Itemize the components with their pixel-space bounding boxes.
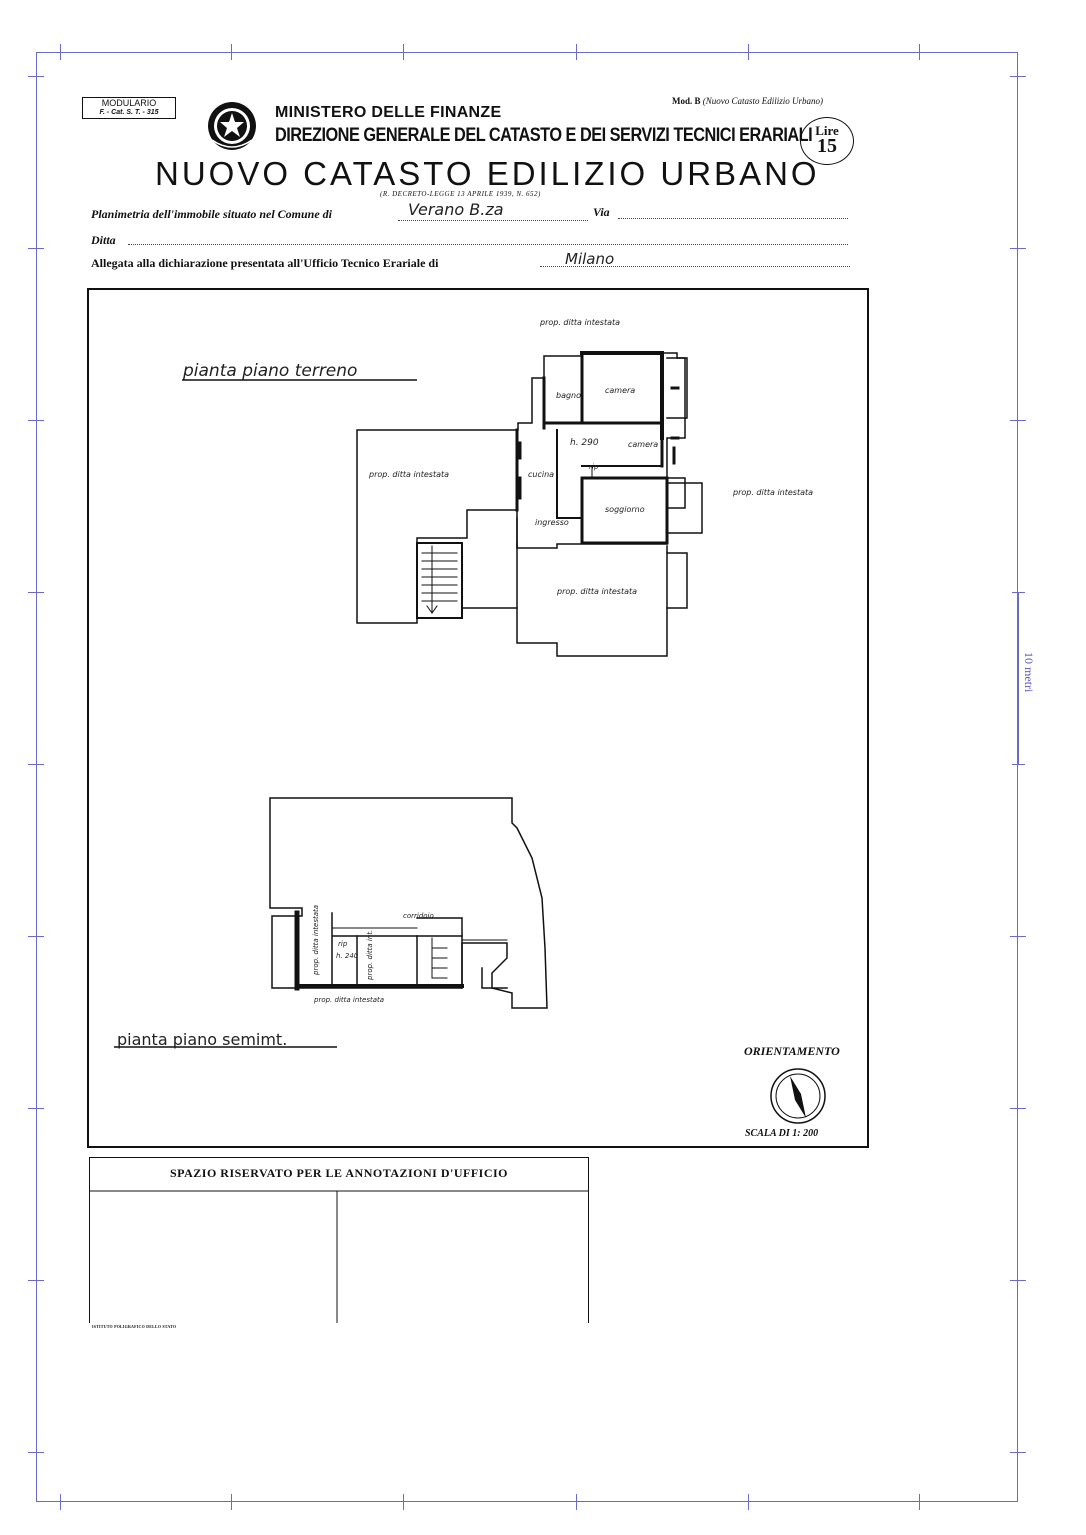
room-label: prop. ditta intestata: [540, 318, 621, 327]
frame-tick: [28, 936, 44, 937]
frame-tick: [60, 44, 61, 60]
mod-b-note: (Nuovo Catasto Edilizio Urbano): [702, 96, 824, 106]
frame-tick: [919, 44, 920, 60]
printer-imprint: ISTITUTO POLIGRAFICO DELLO STATO: [92, 1324, 177, 1329]
ufficio-value: Milano: [565, 250, 615, 268]
room-label: rip: [338, 940, 348, 948]
comune-dots: [398, 220, 588, 221]
lire-label: Lire: [815, 123, 839, 138]
frame-tick: [28, 76, 44, 77]
frame-tick: [28, 1108, 44, 1109]
scale-bar: [1018, 592, 1019, 764]
frame-tick: [1010, 248, 1026, 249]
frame-tick: [1010, 420, 1026, 421]
frame-tick: [28, 1452, 44, 1453]
room-label: ingresso: [535, 518, 569, 527]
frame-tick: [231, 1494, 232, 1510]
lire-value: 15: [817, 135, 837, 157]
mod-b-label: [672, 96, 823, 106]
room-label: prop. ditta intestata: [369, 470, 450, 479]
modulario-code: F. - Cat. S. T. - 315: [99, 109, 159, 116]
room-label: corridoio: [403, 912, 434, 920]
ditta-dots: [128, 244, 848, 245]
frame-tick: [28, 764, 44, 765]
height-label: h. 290: [570, 438, 599, 448]
frame-tick: [28, 420, 44, 421]
room-label: prop. ditta int.: [366, 929, 374, 980]
frame-tick: [919, 1494, 920, 1510]
via-dots: [618, 218, 848, 219]
decreto-reference: (R. DECRETO-LEGGE 13 APRILE 1939, N. 652): [380, 190, 541, 198]
ministry-title: MINISTERO DELLE FINANZE: [275, 104, 502, 121]
floor-plans: [87, 288, 869, 1148]
via-label: Via: [593, 205, 610, 219]
planimetria-label: Planimetria dell'immobile situato nel Comune di: [91, 207, 333, 221]
ditta-label: Ditta: [91, 233, 116, 247]
frame-tick: [1010, 1280, 1026, 1281]
direzione-title: DIREZIONE GENERALE DEL CATASTO E DEI SERVIZI TECNICI ERARIALI: [275, 125, 813, 146]
scale-label: SCALA DI 1: 200: [745, 1128, 819, 1139]
mod-b-code: Mod. B: [672, 96, 701, 106]
frame-tick: [28, 1280, 44, 1281]
lire-stamp: [800, 117, 854, 165]
scale-bar-end: [1012, 764, 1025, 765]
room-label: prop. ditta intestata: [312, 904, 320, 975]
modulario-label: MODULARIO: [101, 98, 157, 108]
orientation-label: ORIENTAMENTO: [744, 1044, 840, 1058]
frame-tick: [748, 1494, 749, 1510]
room-label: prop. ditta intestata: [557, 587, 638, 596]
room-label: bagno: [556, 391, 582, 400]
frame-tick: [576, 44, 577, 60]
room-label: prop. ditta intestata: [314, 996, 385, 1004]
frame-tick: [403, 1494, 404, 1510]
compass-icon: [771, 1069, 825, 1123]
frame-tick: [60, 1494, 61, 1510]
room-label: prop. ditta intestata: [733, 488, 814, 497]
ufficio-dots: [540, 266, 850, 267]
frame-tick: [576, 1494, 577, 1510]
scale-bar-label: 10 metri: [1022, 652, 1036, 693]
room-label: soggiorno: [605, 505, 645, 514]
ground-floor-title: pianta piano terreno: [183, 361, 358, 381]
comune-value: Verano B.za: [408, 200, 504, 219]
scale-bar-end: [1012, 592, 1025, 593]
allegata-label: Allegata alla dichiarazione presentata all'Ufficio Tecnico Erariale di: [91, 256, 439, 270]
annotation-title: SPAZIO RISERVATO PER LE ANNOTAZIONI D'UFFICIO: [169, 1166, 509, 1180]
republic-emblem-icon: [206, 100, 258, 152]
room-label: cucina: [528, 470, 555, 479]
basement-title: pianta piano semimt.: [117, 1030, 288, 1049]
frame-tick: [1010, 76, 1026, 77]
modulario-box: [82, 97, 176, 119]
height-label: h. 240: [336, 952, 359, 960]
frame-tick: [1010, 1108, 1026, 1109]
frame-tick: [28, 592, 44, 593]
frame-tick: [1010, 1452, 1026, 1453]
frame-tick: [748, 44, 749, 60]
room-label: rip: [589, 463, 599, 471]
frame-tick: [231, 44, 232, 60]
frame-tick: [1010, 936, 1026, 937]
room-label: camera: [628, 440, 659, 449]
room-label: camera: [605, 386, 636, 395]
frame-tick: [28, 248, 44, 249]
frame-tick: [403, 44, 404, 60]
document-title: NUOVO CATASTO EDILIZIO URBANO: [155, 155, 820, 192]
